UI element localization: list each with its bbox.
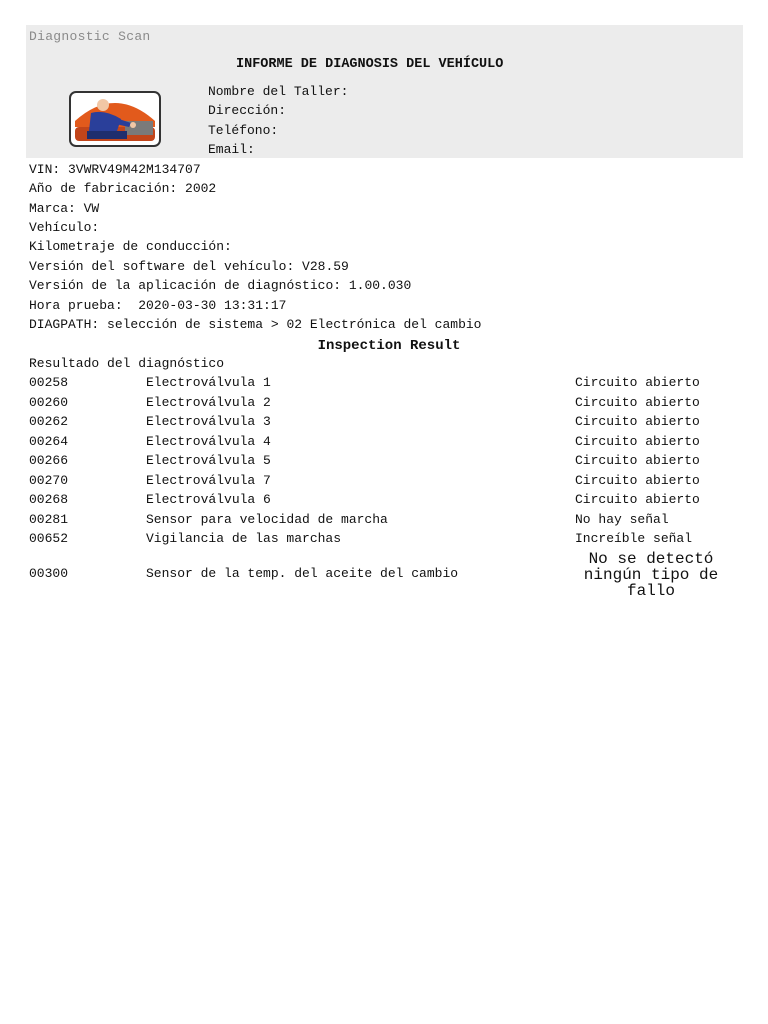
result-description: Electroválvula 5	[146, 453, 271, 468]
shop-address-label: Dirección:	[208, 103, 287, 118]
result-code: 00264	[29, 434, 69, 449]
result-description: Electroválvula 1	[146, 375, 271, 390]
mechanic-logo-icon	[69, 91, 161, 147]
vehicle-line: Vehículo:	[29, 220, 100, 235]
test-time-line: Hora prueba: 2020-03-30 13:31:17	[29, 298, 287, 313]
vin-line: VIN: 3VWRV49M42M134707	[29, 162, 201, 177]
result-status: Circuito abierto	[575, 492, 700, 507]
result-code: 00258	[29, 375, 69, 390]
app-label: Diagnostic Scan	[29, 29, 151, 44]
result-status: Circuito abierto	[575, 453, 700, 468]
year-line: Año de fabricación: 2002	[29, 181, 217, 196]
result-description: Electroválvula 3	[146, 414, 271, 429]
result-code: 00270	[29, 473, 69, 488]
result-status: Circuito abierto	[575, 414, 700, 429]
result-code: 00300	[29, 566, 69, 581]
result-status-line: ningún tipo de	[583, 566, 719, 584]
result-description: Electroválvula 4	[146, 434, 271, 449]
result-status-line: fallo	[626, 582, 675, 600]
shop-name-label: Nombre del Taller:	[208, 84, 349, 99]
result-status: Circuito abierto	[575, 434, 700, 449]
result-description: Vigilancia de las marchas	[146, 531, 342, 546]
result-status: Increíble señal	[575, 531, 693, 546]
result-status: Circuito abierto	[575, 395, 700, 410]
result-status: No hay señal	[575, 512, 669, 527]
result-description: Electroválvula 6	[146, 492, 271, 507]
result-status: Circuito abierto	[575, 473, 700, 488]
result-code: 00652	[29, 531, 69, 546]
report-title: INFORME DE DIAGNOSIS DEL VEHÍCULO	[236, 57, 504, 72]
shop-email-label: Email:	[208, 142, 255, 157]
result-description: Sensor para velocidad de marcha	[146, 512, 388, 527]
result-code: 00266	[29, 453, 69, 468]
result-code: 00262	[29, 414, 69, 429]
section-title: Inspection Result	[317, 338, 461, 354]
result-status	[566, 551, 736, 599]
result-code: 00260	[29, 395, 69, 410]
diagpath-line: DIAGPATH: selección de sistema > 02 Electrónica del cambio	[29, 317, 482, 332]
result-description: Electroválvula 2	[146, 395, 271, 410]
result-code: 00268	[29, 492, 69, 507]
result-status: Circuito abierto	[575, 375, 700, 390]
result-description: Sensor de la temp. del aceite del cambio	[146, 566, 459, 581]
result-code: 00281	[29, 512, 69, 527]
shop-phone-label: Teléfono:	[208, 123, 279, 138]
result-status-line: No se detectó	[588, 550, 714, 568]
result-description: Electroválvula 7	[146, 473, 271, 488]
results-label: Resultado del diagnóstico	[29, 356, 225, 371]
mileage-line: Kilometraje de conducción:	[29, 239, 232, 254]
app-version-line: Versión de la aplicación de diagnóstico: 1.00.030	[29, 278, 412, 293]
software-version-line: Versión del software del vehículo: V28.59	[29, 259, 349, 274]
make-line: Marca: VW	[29, 201, 100, 216]
